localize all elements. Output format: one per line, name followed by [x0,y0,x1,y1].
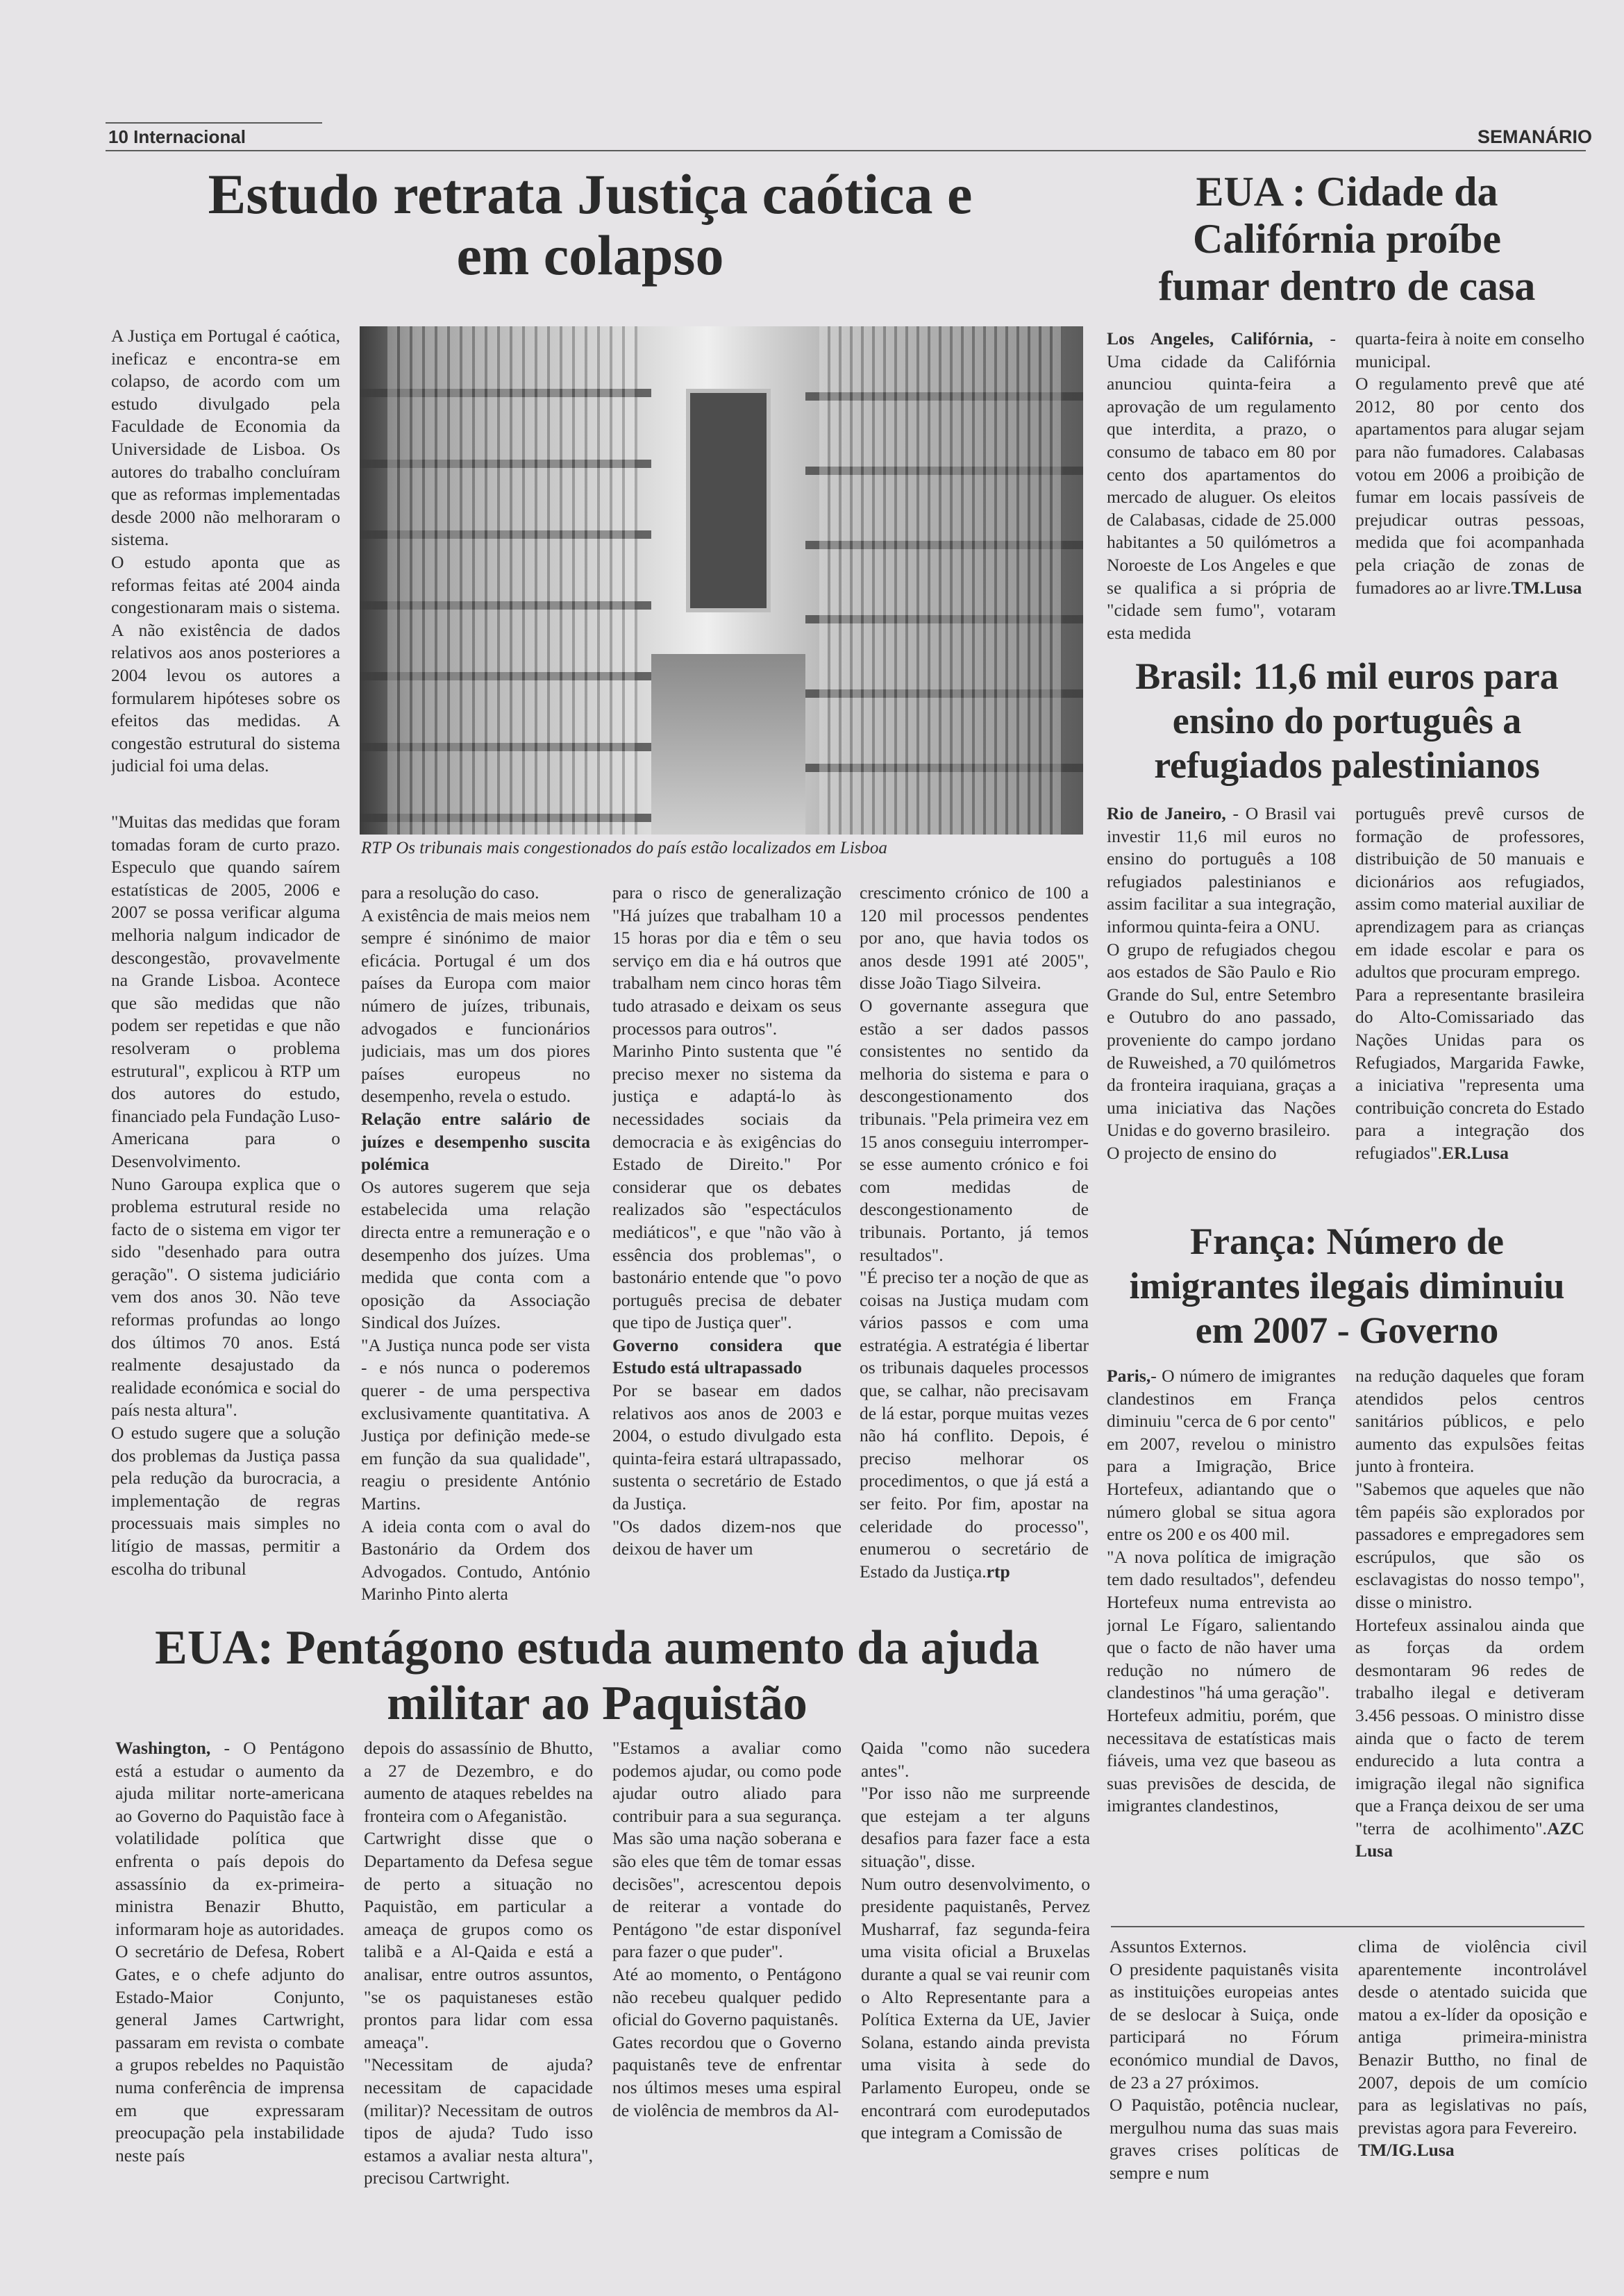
dateline: Los Angeles, Califórnia, [1107,328,1314,349]
brasil-col1 [1107,803,1336,1219]
paquistao-col2 [364,1737,593,2237]
paragraph: Num outro desenvolvimento, o presidente paquistanês, Pervez Musharraf, faz segunda-feira uma visita oficial a Bruxelas durante a qual se vai reunir com o Alto Representante para a Política Externa da UE, Javier Solana, estando ainda prevista uma visita à sede do Parlamento Europeu, onde se encontrará com eurodeputados que integram a Comissão de [861,1873,1090,2143]
paquistao-headline-line2: militar ao Paquistão [387,1677,807,1730]
paragraph: "A Justiça nunca pode ser vista - e nós nunca o poderemos querer - de uma perspectiva exclusivamente quantitativa. A Justiça por definição mede-se em função da sua qualidade", reagiu o presidente António Martins. [361,1334,590,1514]
paragraph: O grupo de refugiados chegou aos estados de São Paulo e Rio Grande do Sul, entre Setembro e Outubro do ano passado, proveniente do campo jordano de Ruweished, a 70 quilómetros da fronteira iraquiana, graças a uma iniciativa das Nações Unidas e do governo brasileiro. [1107,939,1336,1141]
paquistao-side-rule [1111,1926,1584,1927]
main-article-col1-lower [111,811,340,1618]
franca-col1 [1107,1365,1336,1886]
paragraph-text: - O Brasil vai investir 11,6 mil euros no ensino do português a 108 refugiados palestinianos e assim facilitar a sua integração, informou quinta-feira a ONU. [1107,803,1336,937]
page-number: 10 [108,126,128,147]
main-article-col2 [361,882,590,1620]
main-headline-line1: Estudo retrata Justiça caótica e [208,162,973,226]
brasil-headline [1104,654,1590,787]
paragraph: Qaida "como não sucedera antes". [861,1738,1090,1781]
paragraph: O governante assegura que estão a ser dados passos consistentes no sentido da melhoria do sistema e para o descongestionamento dos tribunais. "Pela primeira vez em 15 anos conseguiu interromper-se esse aumento crónico e foi com medidas de descongestionamento de tribunais. Portanto, já temos resultados". [860,995,1089,1265]
paragraph: Marinho Pinto sustenta que "é preciso mexer no sistema da justiça e adaptá-lo às necessidades sociais da democracia e às exigências do Estado de Direito." Por considerar que os debates realizados são "espectáculos mediáticos", e que "não vão à essência dos problemas", o bastonário entende que "o povo português precisa de debater que tipo de Justiça quer". [612,1041,842,1333]
header-rule [106,150,1586,151]
paragraph: crescimento crónico de 100 a 120 mil processos pendentes por ano, que havia todos os anos desde 1991 até 2005", disse João Tiago Silveira. [860,882,1089,994]
paragraph [1355,1614,1584,1863]
paragraph: na redução daqueles que foram atendidos pelos centros sanitários públicos, e pelo aumento das expulsões feitas junto à fronteira. [1355,1366,1584,1477]
brasil-headline-line3: refugiados palestinianos [1154,744,1540,786]
california-col1 [1107,328,1336,647]
archive-photo [360,326,1083,835]
dateline: Washington, [115,1738,211,1758]
california-headline-line3: fumar dentro de casa [1158,263,1536,309]
paragraph: Gates recordou que o Governo paquistanês teve de enfrentar nos últimos meses uma espiral de violência de membros da Al- [612,2031,842,2120]
paquistao-col1 [115,1737,344,2237]
paragraph: "A nova política de imigração tem dado resultados", defendeu Hortefeux numa entrevista ao jornal Le Fígaro, salientando que o facto de não haver uma redução no número de clandestinos "há uma geração". [1107,1546,1336,1703]
paragraph: clima de violência civil aparentemente incontrolável desde o atentado suicida que matou a ex-líder da oposição e antiga primeira-ministra Benazir Buttho, no final de 2007, depois de um comício para as legislativas no país, previstas agora para Fevereiro. [1358,1936,1587,2138]
brasil-headline-line1: Brasil: 11,6 mil euros para [1135,655,1559,697]
section-name: Internacional [133,126,246,147]
paquistao-col4 [861,1737,1090,2237]
paragraph: Os autores sugerem que seja estabelecida uma relação directa entre a remuneração e o desempenho dos juízes. Uma medida que conta com a oposição da Associação Sindical dos Juízes. [361,1176,590,1333]
paragraph: Por se basear em dados relativos aos anos de 2003 e 2004, o estudo divulgado esta quinta-feira estará ultrapassado, sustenta o secretário de Estado da Justiça. [612,1380,842,1514]
paquistao-col5 [1110,1936,1339,2241]
california-headline [1104,168,1590,310]
paragraph: quarta-feira à noite em conselho municipal. [1355,328,1584,371]
byline: ER.Lusa [1441,1142,1509,1163]
paragraph: A ideia conta com o aval do Bastonário da Ordem dos Advogados. Contudo, António Marinho Pinto alerta [361,1516,590,1604]
paragraph: O secretário de Defesa, Robert Gates, e o chefe adjunto do Estado-Maior Conjunto, general James Cartwright, passaram em revista o combate a grupos rebeldes no Paquistão numa conferência de imprensa em que expressaram preocupação pela instabilidade neste país [115,1941,344,2165]
byline: rtp [986,1561,1010,1582]
paragraph: O estudo aponta que as reformas feitas até 2004 ainda congestionaram mais o sistema. A não existência de dados relativos aos anos posteriores a 2004 levou os autores a formularem hipóteses sobre os efeitos das medidas. A congestão estrutural do sistema judicial foi uma delas. [111,551,340,776]
subheading: Governo considera que Estudo está ultrapassado [612,1334,842,1378]
paragraph: para o risco de generalização "Há juízes que trabalham 10 a 15 horas por dia e têm o seu serviço em dia e há outros que trabalham nem cinco horas têm tudo atrasado e deixam os seus processos para outros". [612,882,842,1039]
paragraph: Hortefeux admitiu, porém, que necessitava de estatísticas mais fiáveis, uma vez que baseou as suas previsões de descida, de imigrantes clandestinos, [1107,1704,1336,1816]
paragraph: A Justiça em Portugal é caótica, ineficaz e encontra-se em colapso, de acordo com um estudo divulgado pela Faculdade de Economia da Universidade de Lisboa. Os autores do trabalho concluíram que as reformas implementadas desde 2000 não melhoraram o sistema. [111,326,340,550]
paragraph [860,1266,1089,1583]
paquistao-headline-line1: EUA: Pentágono estuda aumento da ajuda [155,1621,1039,1675]
main-headline [104,164,1076,286]
paragraph: O projecto de ensino do [1107,1142,1277,1163]
paragraph: O presidente paquistanês visita as instituições europeias antes de se deslocar à Suiça, onde participará no Fórum económico mundial de Davos, de 23 a 27 próximos. [1110,1959,1339,2093]
brasil-headline-line2: ensino do português a [1172,700,1522,741]
paquistao-col3 [612,1737,842,2237]
main-headline-line2: em colapso [456,224,724,287]
paragraph: O estudo sugere que a solução dos problemas da Justiça passa pela redução da burocracia, a implementação de regras processuais mais simples no litígio de massas, permitir a escolha do tribunal [111,1423,340,1579]
paragraph-text: Hortefeux assinalou ainda que as forças da ordem desmontaram 96 redes de trabalho ilegal e detiveram 3.456 pessoas. O ministro disse ainda que o facto de terem endurecido a luta contra a imigração ilegal não significa que a França deixou de ser uma "terra de acolhimento". [1355,1614,1584,1838]
publication-name: SEMANÁRIO [1477,126,1593,147]
paragraph-text: Para a representante brasileira do Alto-Comissariado das Nações Unidas para os Refugiados, Margarida Fawke, a iniciativa "representa uma contribuição concreta do Estado para a integração dos refugiados". [1355,984,1584,1163]
paragraph: Cartwright disse que o Departamento da Defesa segue de perto a situação no Paquistão, em particular a ameaça de grupos como os talibã e a Al-Qaida e está a analisar, entre outros assuntos, "se os paquistaneses estão prontos para lidar com essa ameaça". [364,1828,593,2052]
paragraph [1107,328,1336,644]
paragraph: para a resolução do caso. [361,882,539,903]
franca-col2 [1355,1365,1584,1886]
paragraph: O Paquistão, potência nuclear, mergulhou numa das suas mais graves crises políticas de sempre e num [1110,2095,1339,2183]
franca-headline-line3: em 2007 - Governo [1195,1309,1499,1351]
paragraph-text: - O número de imigrantes clandestinos em França diminuiu "cerca de 6 por cento" em 2007, revelou o ministro para a Imigração, Brice Hortefeux, adiantando que o número global se situa agora entre os 200 e os 400 mil. [1107,1366,1336,1545]
paragraph: "Necessitam de ajuda? necessitam de capacidade (militar)? Necessitam de outros tipos de ajuda? Tudo isso estamos a avaliar nesta altura", precisou Cartwright. [364,2054,593,2188]
paragraph: "Sabemos que aqueles que não têm papéis são explorados por passadores e empregadores sem escrúpulos, que são os esclavagistas do nosso tempo", disse o ministro. [1355,1478,1584,1612]
paragraph: A existência de mais meios nem sempre é sinónimo de maior eficácia. Portugal é um dos países da Europa com maior número de juízes, tribunais, advogados e funcionários judiciais, mas um dos piores países europeus no desempenho, revela o estudo. [361,905,590,1107]
california-headline-line1: EUA : Cidade da [1196,169,1498,215]
franca-headline-line2: imigrantes ilegais diminuiu [1129,1265,1565,1307]
paragraph: "Por isso não me surpreende que estejam a ter alguns desafios para fazer face a esta situação", disse. [861,1783,1090,1871]
california-headline-line2: Califórnia proíbe [1193,216,1501,262]
paragraph [1107,1365,1336,1546]
dateline: Paris, [1107,1366,1151,1386]
paragraph [1355,984,1584,1165]
paragraph: "Os dados dizem-nos que deixou de haver um [612,1516,842,1559]
paragraph: Nuno Garoupa explica que o problema estrutural reside no facto de o sistema em vigor ter sido "desenhado para outra geração". O sistema judiciário vem dos anos 30. Não teve reformas profundas ao longo dos últimos 70 anos. Está realmente desajustado da realidade económica e social do país nesta altura". [111,1173,340,1421]
franca-headline [1104,1219,1590,1352]
header-top-rule [106,122,322,124]
paragraph [115,1737,344,1941]
byline: TM/IG.Lusa [1358,2140,1455,2161]
photo-caption: RTP Os tribunais mais congestionados do país estão localizados em Lisboa [361,839,887,857]
subheading: Relação entre salário de juízes e desempenho suscita polémica [361,1108,590,1175]
paragraph: "Muitas das medidas que foram tomadas foram de curto prazo. Especulo que quando saírem estatísticas de 2005, 2006 e 2007 se possa verificar alguma melhoria nalgum indicador de descongestão, provavelmente na Grande Lisboa. Acontece que são medidas que não podem ser repetidas e que não resolveram o problema estrutural", explicou à RTP um dos autores do estudo, financiado pela Fundação Luso-Americana para o Desenvolvimento. [111,812,340,1171]
franca-headline-line1: França: Número de [1190,1221,1504,1262]
brasil-col2 [1355,803,1584,1219]
paragraph: depois do assassínio de Bhutto, a 27 de Dezembro, e do aumento de ataques rebeldes na fronteira com o Afeganistão. [364,1738,593,1826]
paragraph: Até ao momento, o Pentágono não recebeu qualquer pedido oficial do Governo paquistanês. [612,1963,842,2030]
paragraph-text: O regulamento prevê que até 2012, 80 por cento dos apartamentos para alugar sejam para não fumadores. Calabasas votou em 2006 a proibição de fumar em locais passíveis de prejudicar outras pessoas, medida que foi acompanhada pela criação de zonas de fumadores ao ar livre. [1355,374,1584,598]
byline: AZC Lusa [1355,1818,1584,1861]
page-header-left [108,126,246,148]
paragraph: Assuntos Externos. [1110,1936,1247,1956]
byline: TM.Lusa [1511,577,1582,598]
paragraph-text: - Uma cidade da Califórnia anunciou quinta-feira a aprovação de um regulamento que interdita, a prazo, o consumo de tabaco em 80 por cento dos apartamentos do mercado de aluguer. Os eleitos de Calabasas, cidade de 25.000 habitantes a 50 quilómetros a Noroeste de Los Angeles e que se qualifica a si própria de "cidade sem fumo", votaram esta medida [1107,328,1336,643]
paragraph [1355,373,1584,599]
main-article-col4 [860,882,1089,1620]
paragraph-text: "É preciso ter a noção de que as coisas na Justiça mudam com vários passos e com uma estratégia. A estratégia é libertar os tribunais daqueles processos que, se calhar, não precisavam de lá estar, porque muitas vezes não há conflito. Depois, é preciso melhorar os procedimentos, o que já está a ser feito. Por fim, apostar na celeridade do processo", enumerou o secretário de Estado da Justiça. [860,1267,1089,1582]
paquistao-headline [104,1620,1090,1732]
dateline: Rio de Janeiro, [1107,803,1226,823]
paragraph: "Estamos a avaliar como podemos ajudar, ou como pode ajudar outro aliado para contribuir para a sua segurança. Mas são uma nação soberana e são eles que têm de tomar essas decisões", acrescentou depois de reiterar a vontade do Pentágono "de estar disponível para fazer o que puder". [612,1738,842,1962]
paragraph [1107,803,1336,939]
paquistao-col6 [1358,1936,1587,2241]
paragraph-text: - O Pentágono está a estudar o aumento da ajuda militar norte-americana ao Governo do Paquistão face à volatilidade política que enfrenta o país depois do assassínio da ex-primeira-ministra Benazir Bhutto, informaram hoje as autoridades. [115,1738,344,1939]
paragraph: português prevê cursos de formação de professores, distribuição de 50 manuais e dicionários aos refugiados, assim como material auxiliar de aprendizagem para as crianças em idade escolar e para os adultos que procuram emprego. [1355,803,1584,982]
main-article-col3 [612,882,842,1620]
california-col2 [1355,328,1584,647]
